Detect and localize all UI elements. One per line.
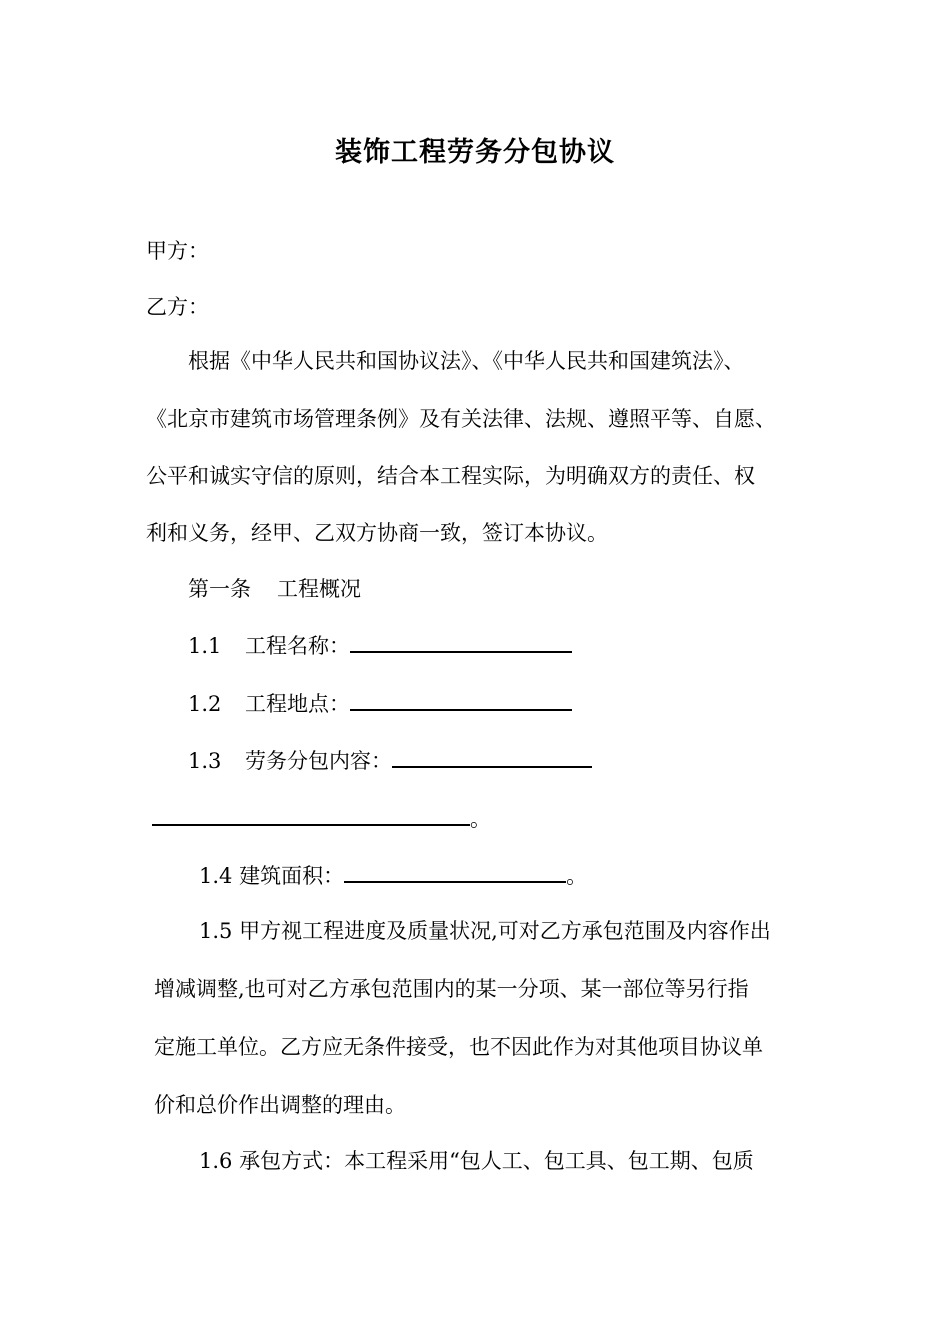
article-1-heading bbox=[188, 574, 361, 604]
item-1-3 bbox=[188, 744, 592, 776]
item-1-6-line-1: 1.6 承包方式：本工程采用“包人工、包工具、包工期、包质 bbox=[199, 1149, 754, 1173]
item-1-5-line-1: 1.5 甲方视工程进度及质量状况,可对乙方承包范围及内容作出 bbox=[199, 919, 771, 943]
party-a-label: 甲方： bbox=[146, 239, 209, 263]
floor-area-blank[interactable] bbox=[344, 859, 566, 883]
item-1-2-number: 1.2 bbox=[188, 692, 222, 716]
item-1-4-end: 。 bbox=[566, 864, 588, 888]
item-1-1 bbox=[188, 629, 572, 661]
project-location-blank[interactable] bbox=[350, 687, 572, 711]
document-title: 装饰工程劳务分包协议 bbox=[335, 137, 615, 168]
item-1-1-number: 1.1 bbox=[188, 634, 222, 658]
item-1-3-number: 1.3 bbox=[188, 749, 222, 773]
item-1-5-line-3: 定施工单位。乙方应无条件接受，也不因此作为对其他项目协议单 bbox=[154, 1035, 763, 1059]
preamble-line-1: 根据《中华人民共和国协议法》、《中华人民共和国建筑法》、 bbox=[188, 349, 745, 373]
item-1-1-label: 工程名称： bbox=[245, 634, 350, 658]
preamble-line-2: 《北京市建筑市场管理条例》及有关法律、法规、遵照平等、自愿、 bbox=[146, 407, 776, 431]
item-1-3-end: 。 bbox=[470, 807, 491, 831]
article-1-label: 第一条 bbox=[188, 577, 251, 601]
item-1-5-line-2: 增减调整,也可对乙方承包范围内的某一分项、某一部位等另行指 bbox=[154, 977, 749, 1001]
item-1-5-line-4: 价和总价作出调整的理由。 bbox=[154, 1093, 406, 1117]
item-1-2-label: 工程地点： bbox=[245, 692, 350, 716]
project-name-blank[interactable] bbox=[350, 629, 572, 653]
preamble-line-4: 利和义务，经甲、乙双方协商一致，签订本协议。 bbox=[146, 521, 608, 545]
preamble-line-3: 公平和诚实守信的原则，结合本工程实际，为明确双方的责任、权 bbox=[146, 464, 755, 488]
item-1-3-label: 劳务分包内容： bbox=[245, 749, 392, 773]
subcontract-content-blank-2[interactable] bbox=[152, 802, 470, 826]
subcontract-content-blank[interactable] bbox=[392, 744, 592, 768]
item-1-4 bbox=[199, 859, 587, 891]
article-1-title: 工程概况 bbox=[277, 577, 361, 601]
party-b-label: 乙方： bbox=[146, 295, 209, 319]
item-1-4-label: 1.4 建筑面积： bbox=[199, 864, 345, 888]
item-1-2 bbox=[188, 687, 572, 719]
item-1-3-continuation bbox=[152, 802, 491, 834]
